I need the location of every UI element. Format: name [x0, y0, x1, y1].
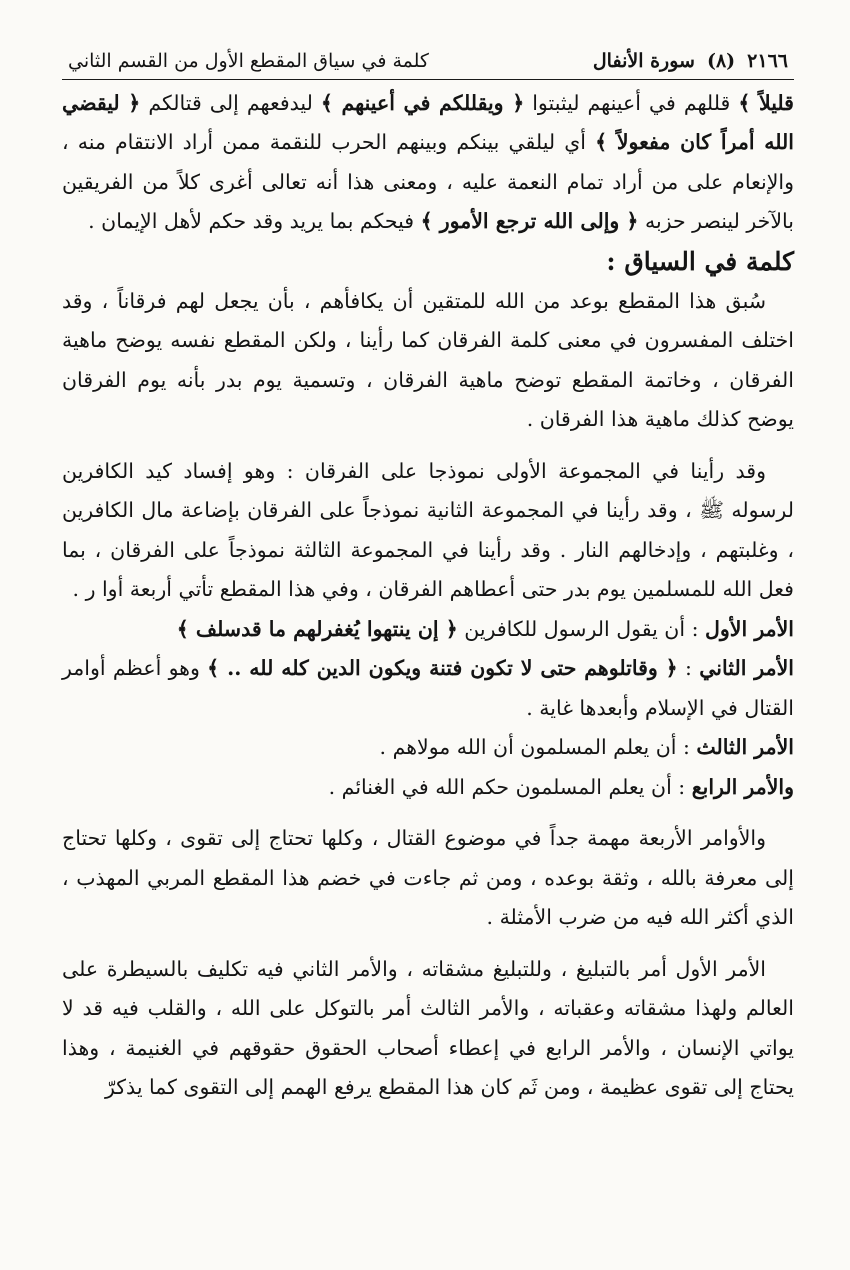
- paragraph-text: فيحكم بما يريد وقد حكم لأهل الإيمان .: [88, 209, 421, 234]
- order-fourth: [62, 768, 794, 808]
- surah-name: سورة الأنفال: [592, 50, 695, 72]
- quran-quote: ﴿ ليقضي الله أمراً كان مفعولاً ﴾: [62, 90, 794, 155]
- header-page-info: [593, 50, 788, 73]
- surah-number: (٨): [706, 50, 736, 72]
- order-text: :: [677, 656, 700, 681]
- order-label: الأمر الثاني: [699, 656, 794, 681]
- paragraph-text: ليدفعهم إلى قتالكم: [140, 90, 321, 115]
- order-text: : أن يعلم المسلمون حكم الله في الغنائم .: [328, 774, 692, 799]
- paragraph-examples: وقد رأينا في المجموعة الأولى نموذجا على الفرقان : وهو إفساد كيد الكافرين لرسوله ﷺ ، وقد رأينا في المجموعة الثانية نموذجاً على الفرقان بإضاعة مال الكافرين ، وغلبتهم ، وإدخالهم النار . وقد رأينا في المجموعة الثالثة نموذجاً على الفرقان ، بما فعل الله للمسلمين يوم بدر حتى أعطاهم الفرقان ، وفي هذا المقطع تأتي أربعة أوا ر .: [62, 458, 794, 602]
- order-label: الأمر الثالث: [696, 735, 794, 760]
- paragraph-analysis: الأمر الأول أمر بالتبليغ ، وللتبليغ مشقاته ، والأمر الثاني فيه تكليف بالسيطرة على العالم ولهذا مشقاته وعقباته ، والأمر الثالث أمر بالتوكل على الله ، والقلب فيه قد لا يواتي الإنسان ، والأمر الرابع في إعطاء أصحاب الحقوق حقوقهم في الغنيمة ، وهذا يحتاج إلى تقوى عظيمة ، ومن ثَم كان هذا المقطع يرفع الهمم إلى التقوى كما يذكرّ: [62, 956, 794, 1100]
- paragraph-summary: والأوامر الأربعة مهمة جداً في موضوع القتال ، وكلها تحتاج إلى تقوى ، وكلها تحتاج إلى معرفة بالله ، وثقة بوعده ، ومن ثم جاءت في خضم هذا المقطع المربي المهذب ، الذي أكثر الله فيه من ضرب الأمثلة .: [62, 826, 794, 930]
- section-heading: كلمة في السياق :: [606, 246, 794, 276]
- order-third: [62, 728, 794, 768]
- paragraph-text: أي ليلقي بينكم وبينهم الحرب للنقمة ممن أراد الانتقام منه ، والإنعام على من أراد تمام النعمة عليه ، ومعنى هذا أنه تعالى أغرى كلاً من الفريقين بالآخر لينصر حزبه: [62, 130, 794, 234]
- page-number: ٢١٦٦: [747, 50, 788, 72]
- order-text: : أن يقول الرسول للكافرين: [457, 616, 705, 641]
- quran-quote: ﴿ وإلى الله ترجع الأمور ﴾: [420, 209, 639, 234]
- page-body: [62, 80, 794, 1108]
- order-second: [62, 649, 794, 728]
- quran-quote: ﴿ ويقللكم في أعينهم ﴾: [320, 90, 525, 115]
- order-first: [62, 610, 794, 650]
- quran-quote: ﴿ وقاتلوهم حتى لا تكون فتنة ويكون الدين كله لله .. ﴾: [207, 656, 678, 681]
- paragraph-text: قللهم في أعينهم ليثبتوا: [524, 90, 739, 115]
- order-label: والأمر الرابع: [691, 774, 794, 799]
- running-header: [62, 50, 794, 80]
- section-title: كلمة في سياق المقطع الأول من القسم الثاني: [68, 50, 429, 72]
- paragraph-intro: سُبق هذا المقطع بوعد من الله للمتقين أن يكافأهم ، بأن يجعل لهم فرقاناً ، وقد اختلف المفسرون في معنى كلمة الفرقان كما رأينا ، ولكن المقطع نفسه يوضح ماهية الفرقان ، وخاتمة المقطع توضح ماهية الفرقان ، وتسمية يوم بدر بأنه يوم الفرقان يوضح كذلك ماهية هذا الفرقان .: [62, 288, 794, 432]
- quran-quote: قليلاً ﴾: [738, 90, 794, 115]
- quran-quote: ﴿ إن ينتهوا يُغفرلهم ما قدسلف ﴾: [176, 616, 458, 641]
- paragraph-tafsir: [62, 84, 794, 242]
- order-text: : أن يعلم المسلمون أن الله مولاهم .: [379, 735, 697, 760]
- order-text: وهو أعظم أوامر القتال في الإسلام وأبعدها غاية .: [62, 656, 794, 720]
- order-label: الأمر الأول: [705, 616, 794, 641]
